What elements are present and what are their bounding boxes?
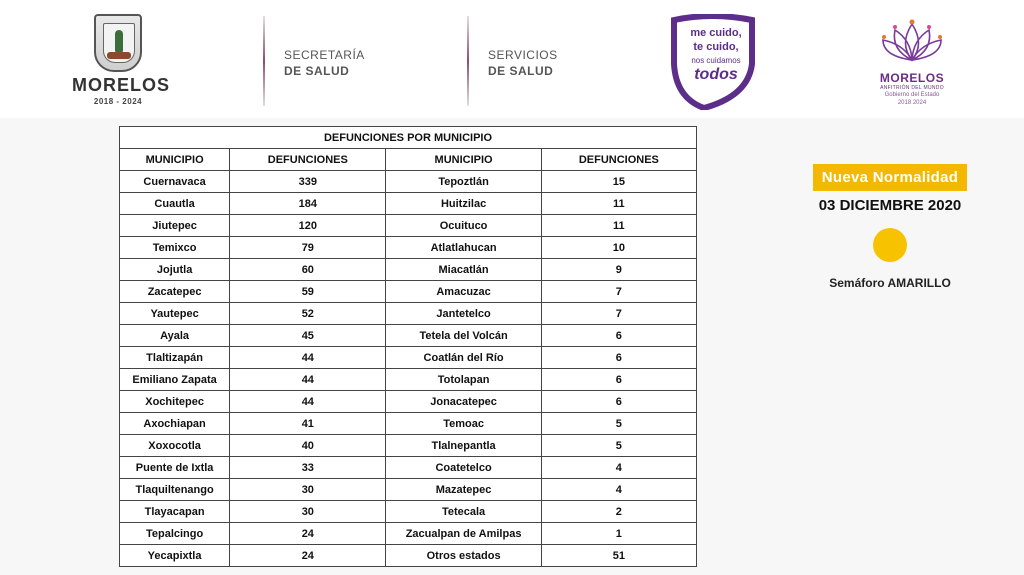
cell-defunciones: 59 — [230, 281, 386, 303]
report-date: 03 DICIEMBRE 2020 — [818, 197, 962, 214]
cell-municipio: Ocuituco — [386, 215, 541, 237]
cell-defunciones: 40 — [230, 435, 386, 457]
table-row — [120, 215, 697, 237]
table-row — [120, 171, 697, 193]
cell-municipio: Tepoztlán — [386, 171, 541, 193]
cell-municipio: Cuautla — [120, 193, 230, 215]
cell-municipio: Jonacatepec — [386, 391, 541, 413]
cell-municipio: Cuernavaca — [120, 171, 230, 193]
cell-defunciones: 30 — [230, 479, 386, 501]
cell-defunciones: 41 — [230, 413, 386, 435]
cell-defunciones: 44 — [230, 347, 386, 369]
table-row — [120, 457, 697, 479]
table-row — [120, 435, 697, 457]
cell-defunciones: 10 — [541, 237, 696, 259]
cell-municipio: Xochitepec — [120, 391, 230, 413]
status-panel — [790, 164, 990, 290]
table-row — [120, 523, 697, 545]
cell-municipio: Jantetelco — [386, 303, 541, 325]
cell-municipio: Coatlán del Río — [386, 347, 541, 369]
campaign-line2: te cuido, — [693, 41, 739, 53]
cell-municipio: Amacuzac — [386, 281, 541, 303]
dept-secretaria-salud — [284, 47, 365, 79]
cell-defunciones: 5 — [541, 413, 696, 435]
cell-defunciones: 51 — [541, 545, 696, 567]
header-municipio: MUNICIPIO — [386, 149, 541, 171]
cell-defunciones: 79 — [230, 237, 386, 259]
state-coat-of-arms-icon — [94, 14, 142, 72]
cell-municipio: Ayala — [120, 325, 230, 347]
cell-defunciones: 7 — [541, 303, 696, 325]
cell-defunciones: 6 — [541, 325, 696, 347]
table-header-row — [120, 149, 697, 171]
cell-defunciones: 11 — [541, 215, 696, 237]
dept1-line1: SECRETARÍA — [284, 48, 365, 62]
dept1-line2: DE SALUD — [284, 64, 350, 78]
cell-municipio: Jojutla — [120, 259, 230, 281]
cell-defunciones: 339 — [230, 171, 386, 193]
cell-defunciones: 52 — [230, 303, 386, 325]
cell-municipio: Temoac — [386, 413, 541, 435]
cell-municipio: Zacatepec — [120, 281, 230, 303]
cell-municipio: Tetecala — [386, 501, 541, 523]
cell-defunciones: 44 — [230, 391, 386, 413]
cell-municipio: Emiliano Zapata — [120, 369, 230, 391]
cell-defunciones: 6 — [541, 347, 696, 369]
header-defunciones: DEFUNCIONES — [230, 149, 386, 171]
cell-municipio: Mazatepec — [386, 479, 541, 501]
cell-defunciones: 120 — [230, 215, 386, 237]
cell-municipio: Otros estados — [386, 545, 541, 567]
cell-municipio: Xoxocotla — [120, 435, 230, 457]
traffic-light-icon — [873, 228, 907, 262]
cell-defunciones: 6 — [541, 369, 696, 391]
government-logo — [864, 14, 960, 114]
header-defunciones: DEFUNCIONES — [541, 149, 696, 171]
header — [0, 0, 1024, 118]
cell-defunciones: 2 — [541, 501, 696, 523]
cell-defunciones: 33 — [230, 457, 386, 479]
campaign-line3: nos cuidamos — [691, 56, 741, 65]
header-divider — [467, 16, 469, 106]
cell-municipio: Yautepec — [120, 303, 230, 325]
header-divider — [263, 16, 265, 106]
cell-defunciones: 7 — [541, 281, 696, 303]
gov-logo-name: MORELOS — [879, 71, 945, 85]
table-row — [120, 347, 697, 369]
cell-municipio: Temixco — [120, 237, 230, 259]
cell-municipio: Tetela del Volcán — [386, 325, 541, 347]
gov-logo-tagline: ANFITRIÓN DEL MUNDO — [880, 85, 944, 91]
table-title: DEFUNCIONES POR MUNICIPIO — [120, 127, 697, 149]
new-normality-badge: Nueva Normalidad — [813, 164, 968, 191]
table-row — [120, 259, 697, 281]
dept2-line2: DE SALUD — [488, 64, 554, 78]
cell-defunciones: 6 — [541, 391, 696, 413]
table-row — [120, 237, 697, 259]
table-row — [120, 369, 697, 391]
table-row — [120, 281, 697, 303]
header-municipio: MUNICIPIO — [120, 149, 230, 171]
state-logo — [72, 14, 171, 114]
table-row — [120, 479, 697, 501]
cell-defunciones: 9 — [541, 259, 696, 281]
deaths-by-municipality-table — [119, 126, 697, 567]
cell-municipio: Atlatlahucan — [386, 237, 541, 259]
state-logo-name: MORELOS — [72, 75, 171, 95]
cell-defunciones: 60 — [230, 259, 386, 281]
cell-defunciones: 24 — [230, 545, 386, 567]
cell-municipio: Axochiapan — [120, 413, 230, 435]
campaign-logo — [668, 14, 756, 110]
gov-logo-years: 2018 2024 — [897, 100, 927, 106]
table-row — [120, 413, 697, 435]
cell-defunciones: 184 — [230, 193, 386, 215]
cell-defunciones: 4 — [541, 479, 696, 501]
cell-municipio: Tlalnepantla — [386, 435, 541, 457]
lotus-flower-icon — [877, 14, 947, 64]
gov-logo-subtitle: Gobierno del Estado — [884, 92, 940, 98]
traffic-light-status: Semáforo AMARILLO — [829, 276, 951, 290]
cell-municipio: Totolapan — [386, 369, 541, 391]
cell-municipio: Jiutepec — [120, 215, 230, 237]
cell-municipio: Tlayacapan — [120, 501, 230, 523]
table-row — [120, 501, 697, 523]
cell-municipio: Tlaltizapán — [120, 347, 230, 369]
cell-defunciones: 1 — [541, 523, 696, 545]
dept-servicios-salud — [488, 47, 558, 79]
table-row — [120, 303, 697, 325]
cell-municipio: Tepalcingo — [120, 523, 230, 545]
cell-municipio: Puente de Ixtla — [120, 457, 230, 479]
table-row — [120, 325, 697, 347]
cell-municipio: Zacualpan de Amilpas — [386, 523, 541, 545]
campaign-line4: todos — [694, 66, 738, 83]
table-row — [120, 545, 697, 567]
cell-defunciones: 11 — [541, 193, 696, 215]
table-row — [120, 391, 697, 413]
cell-municipio: Coatetelco — [386, 457, 541, 479]
campaign-line1: me cuido, — [690, 27, 742, 39]
cell-municipio: Huitzilac — [386, 193, 541, 215]
table-row — [120, 193, 697, 215]
cell-municipio: Tlaquiltenango — [120, 479, 230, 501]
state-logo-years: 2018 - 2024 — [93, 97, 143, 106]
cell-municipio: Miacatlán — [386, 259, 541, 281]
cell-defunciones: 24 — [230, 523, 386, 545]
cell-defunciones: 4 — [541, 457, 696, 479]
dept2-line1: SERVICIOS — [488, 48, 558, 62]
cell-municipio: Yecapixtla — [120, 545, 230, 567]
cell-defunciones: 45 — [230, 325, 386, 347]
cell-defunciones: 30 — [230, 501, 386, 523]
cell-defunciones: 44 — [230, 369, 386, 391]
cell-defunciones: 5 — [541, 435, 696, 457]
cell-defunciones: 15 — [541, 171, 696, 193]
